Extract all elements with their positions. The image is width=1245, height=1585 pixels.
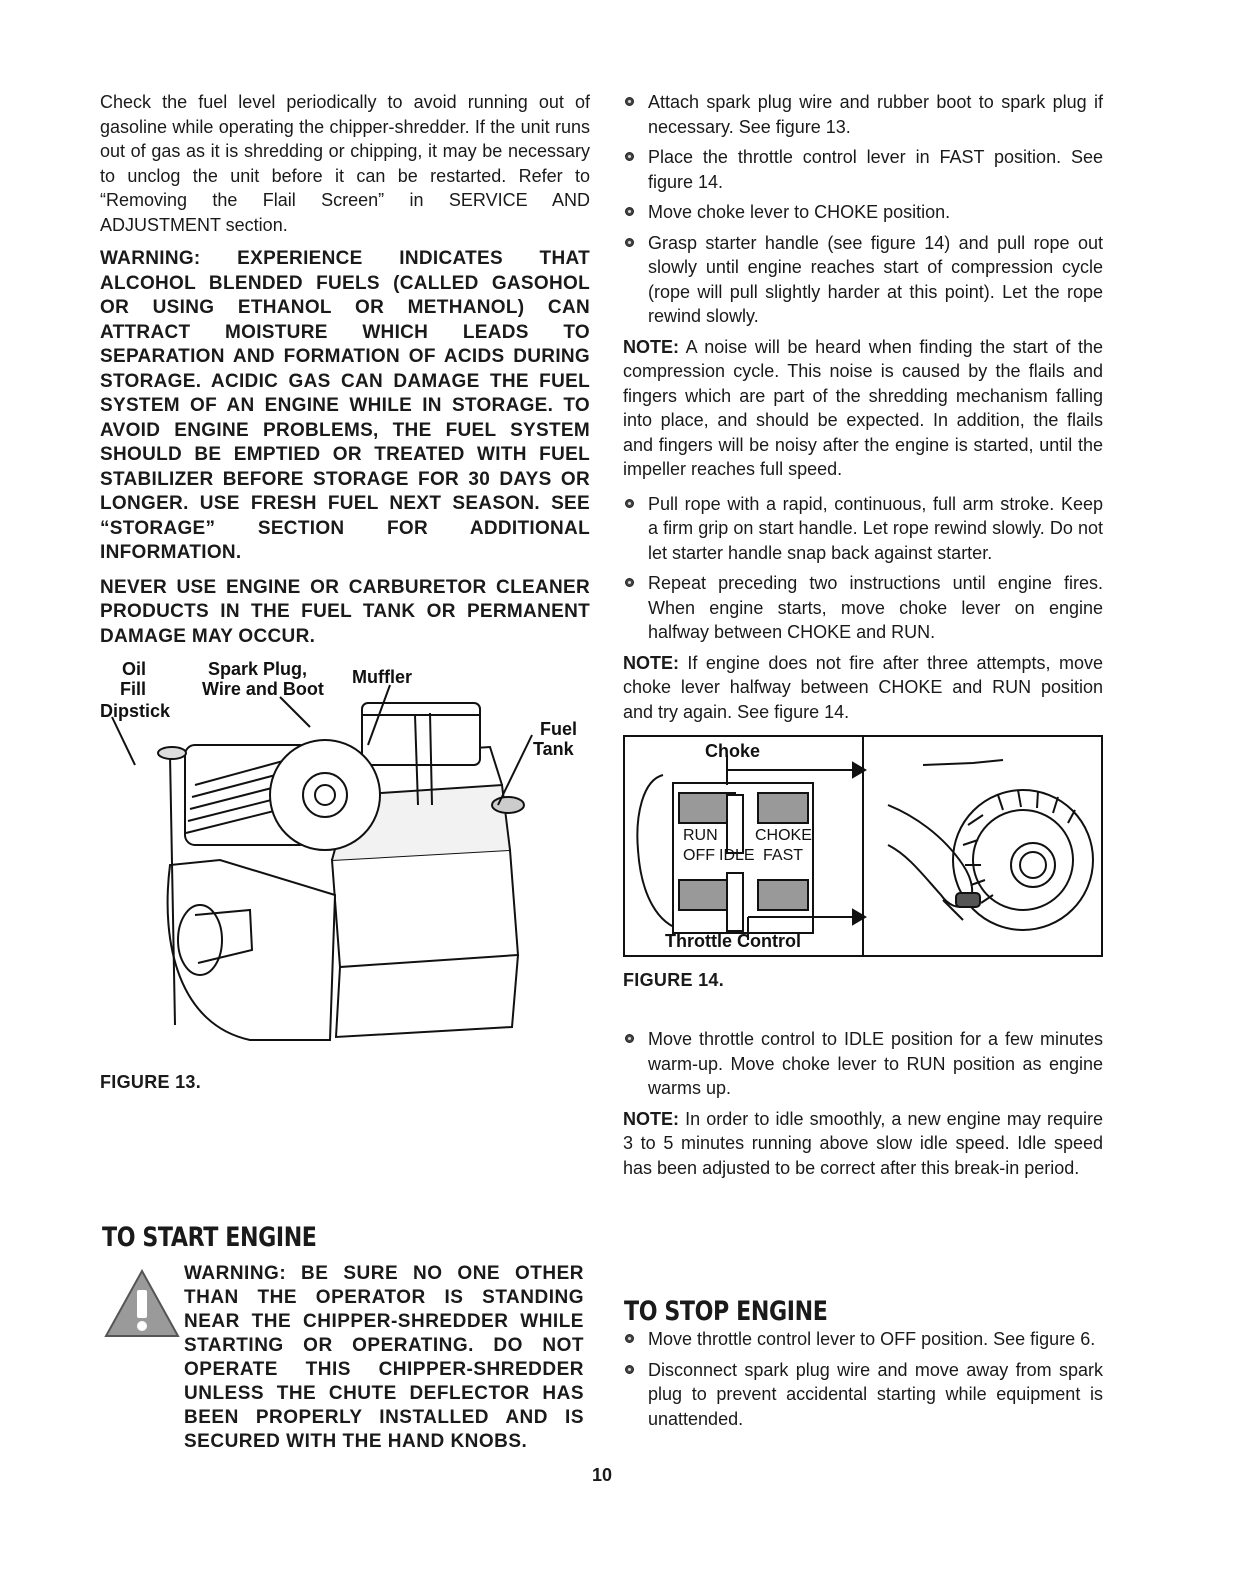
oil-fill-label-2: Fill [120, 679, 146, 699]
off-label: OFF [683, 847, 715, 864]
spark-plug-label-1: Spark Plug, [208, 659, 308, 679]
muffler-label: Muffler [352, 667, 412, 687]
idle-note [623, 1107, 1103, 1181]
idle-label: IDLE [719, 847, 755, 864]
choke-position-label: CHOKE [755, 827, 812, 844]
left-column [100, 90, 590, 659]
note-text: If engine does not fire after three attempts, move choke lever halfway between CHOKE and RUN position and try again. See figure 14. [623, 652, 1103, 722]
list-item [623, 1327, 1103, 1352]
list-item-text: Disconnect spark plug wire and move away from spark plug to prevent accidental starting while equipment is unattended. [648, 1359, 1103, 1429]
start-engine-warning [184, 1262, 584, 1454]
figure-14-controls-illustration [623, 735, 1103, 957]
list-item [623, 90, 1103, 139]
oil-fill-label-1: Oil [122, 659, 147, 679]
no-fire-note [623, 651, 1103, 725]
list-item-text: Repeat preceding two instructions until engine fires. When engine starts, move choke lever on engine halfway between CHOKE and RUN. [648, 573, 1103, 642]
list-item [623, 492, 1103, 566]
run-label: RUN [683, 827, 718, 844]
figure-14-caption: FIGURE 14. [623, 970, 725, 990]
start-steps-list-2 [623, 492, 1103, 645]
list-item-text: Place the throttle control lever in FAST position. See figure 14. [648, 147, 1103, 192]
stop-section [623, 1327, 1103, 1437]
warning-triangle-icon [103, 1268, 181, 1340]
fuel-tank-label-1: Fuel [540, 719, 578, 739]
list-item-text: Move choke lever to CHOKE position. [648, 202, 951, 222]
list-item-text: Move throttle control lever to OFF position. See figure 6. [648, 1329, 1096, 1349]
fuel-check-paragraph: Check the fuel level periodically to avoid running out of gasoline while operating the chipper-shredder. If the unit runs out of gas as it is shredding or chipping, it may be necessary to unclog the unit before it can be restarted. Refer to “Removing the Flail Screen” in SERVICE AND ADJUSTMENT section. [100, 92, 590, 235]
list-item [623, 200, 1103, 225]
list-item-text: Move throttle control to IDLE position for a few minutes warm-up. Move choke lever to RUN position as engine warms up. [648, 1029, 1103, 1098]
list-item [623, 1358, 1103, 1432]
compression-note [623, 335, 1103, 482]
bullet-icon [625, 578, 634, 587]
list-item-text: Grasp starter handle (see figure 14) and pull rope out slowly until engine reaches start of compression cycle (rope will pull slightly harder at this point). Let the rope rewind slowly. [648, 232, 1103, 326]
right-column [623, 90, 1103, 734]
note-label: NOTE: [623, 336, 679, 357]
list-item-text: Attach spark plug wire and rubber boot to spark plug if necessary. See figure 13. [648, 92, 1103, 137]
bullet-icon [625, 1334, 634, 1343]
bullet-icon [625, 207, 634, 216]
list-item [623, 231, 1103, 329]
note-text: In order to idle smoothly, a new engine may require 3 to 5 minutes running above slow idle speed. Idle speed has been adjusted to be correct after this break-in period. [623, 1108, 1103, 1178]
list-item [623, 571, 1103, 645]
page-number: 10 [592, 1465, 613, 1485]
start-steps-list-1 [623, 90, 1103, 329]
bullet-icon [625, 97, 634, 106]
bullet-icon [625, 238, 634, 247]
list-item-text: Pull rope with a rapid, continuous, full arm stroke. Keep a firm grip on start handle. Let rope rewind slowly. Do not let starter handle snap back against starter. [648, 493, 1103, 563]
list-item [623, 145, 1103, 194]
bullet-icon [625, 152, 634, 161]
note-label: NOTE: [623, 652, 679, 673]
note-text: A noise will be heard when finding the start of the compression cycle. This noise is caused by the flails and fingers which are part of the shredding mechanism falling into place, and should be expected. In addition, the flails and fingers will be noisy after the engine is started, until the impeller reaches full speed. [623, 336, 1103, 479]
figure-13-caption: FIGURE 13. [100, 1072, 202, 1092]
fuel-tank-label-2: Tank [533, 739, 574, 759]
fast-label: FAST [763, 847, 804, 864]
spark-plug-label-2: Wire and Boot [202, 679, 324, 699]
warmup-section [623, 1027, 1103, 1190]
figure-13-engine-illustration [100, 645, 580, 1065]
stop-steps-list [623, 1327, 1103, 1431]
warmup-list [623, 1027, 1103, 1101]
bullet-icon [625, 499, 634, 508]
throttle-control-label: Throttle Control [665, 931, 801, 951]
start-engine-heading: TO START ENGINE [102, 1222, 317, 1253]
alcohol-fuel-warning: WARNING: EXPERIENCE INDICATES THAT ALCOHOL BLENDED FUELS (CALLED GASOHOL OR USING ETHANOL OR METHANOL) CAN ATTRACT MOISTURE WHICH LEADS TO SEPARATION AND FORMATION OF ACIDS DURING STORAGE. ACIDIC GAS CAN DAMAGE THE FUEL SYSTEM OF AN ENGINE WHILE IN STORAGE. TO AVOID ENGINE PROBLEMS, THE FUEL SYSTEM SHOULD BE EMPTIED OR TREATED WITH FUEL STABILIZER BEFORE STORAGE FOR 30 DAYS OR LONGER. USE FRESH FUEL NEXT SEASON. SEE “STORAGE” SECTION FOR ADDITIONAL INFORMATION. [100, 248, 590, 563]
bullet-icon [625, 1365, 634, 1374]
note-label: NOTE: [623, 1108, 679, 1129]
bullet-icon [625, 1034, 634, 1043]
start-warning-text: WARNING: BE SURE NO ONE OTHER THAN THE OPERATOR IS STANDING NEAR THE CHIPPER-SHREDDER WHILE STARTING OR OPERATING. DO NOT OPERATE THIS CHIPPER-SHREDDER UNLESS THE CHUTE DEFLECTOR HAS BEEN PROPERLY INSTALLED AND IS SECURED WITH THE HAND KNOBS. [184, 1263, 584, 1452]
oil-fill-label-3: Dipstick [100, 701, 171, 721]
choke-label: Choke [705, 741, 761, 761]
list-item [623, 1027, 1103, 1101]
carburetor-cleaner-warning: NEVER USE ENGINE OR CARBURETOR CLEANER PRODUCTS IN THE FUEL TANK OR PERMANENT DAMAGE MAY OCCUR. [100, 576, 590, 647]
stop-engine-heading: TO STOP ENGINE [624, 1296, 828, 1327]
